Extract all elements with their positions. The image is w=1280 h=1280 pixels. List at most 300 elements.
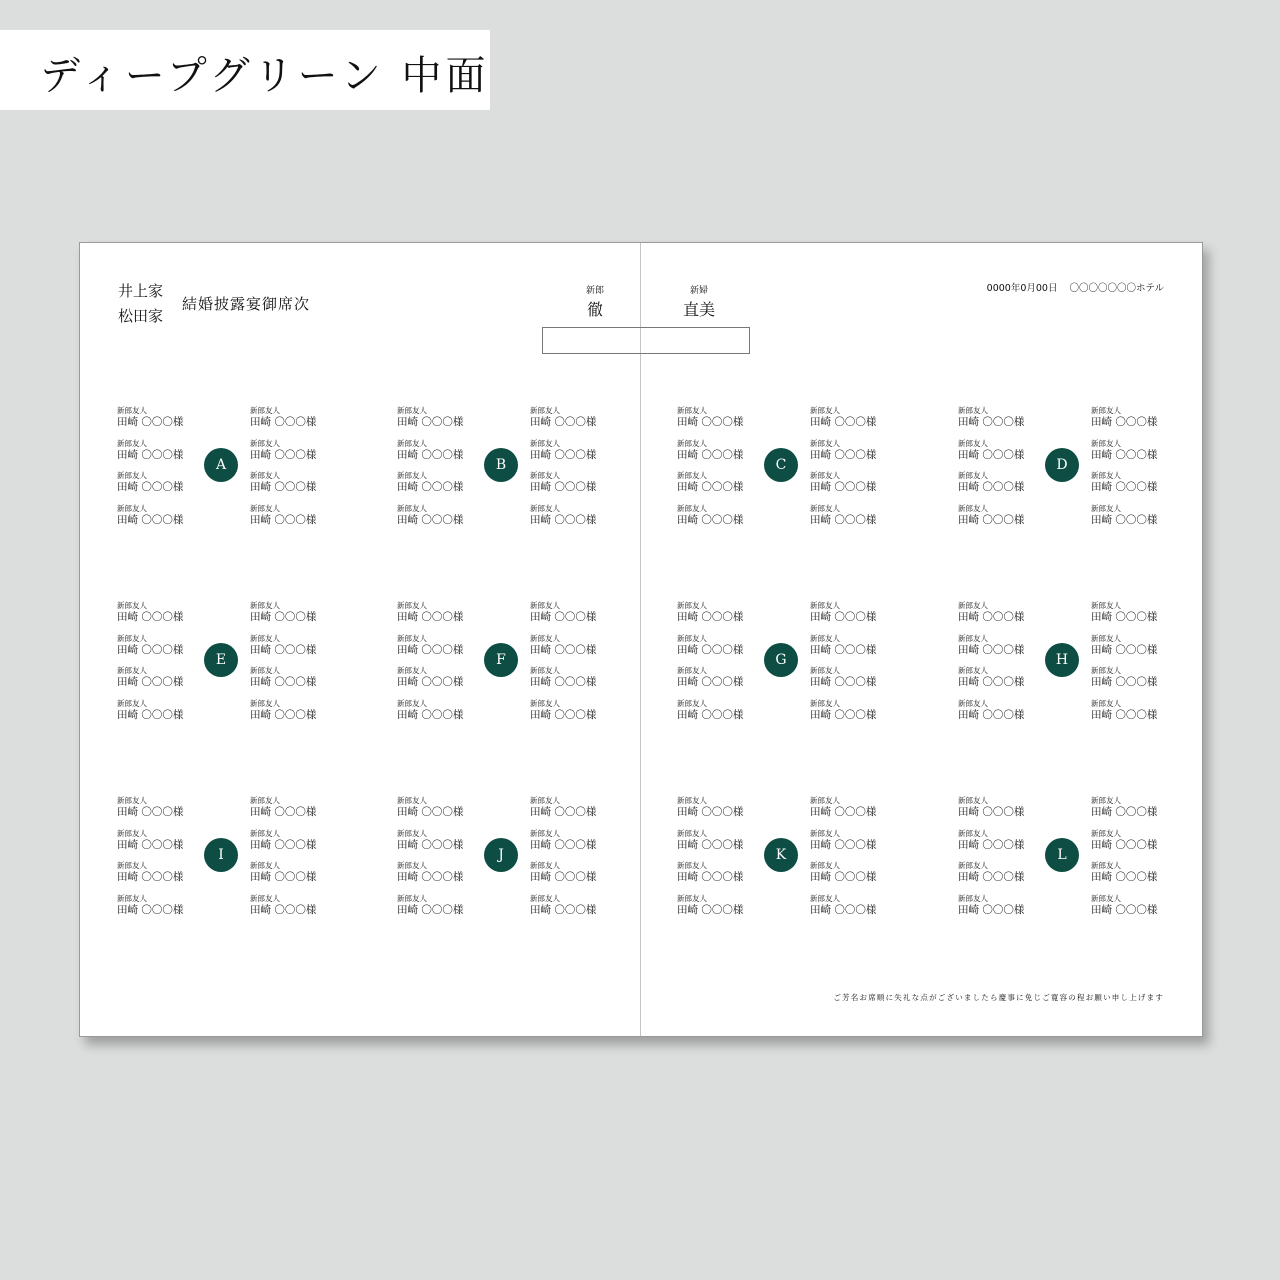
guest-relation: 新郎友人 bbox=[677, 633, 707, 643]
guest-name: 田崎 〇〇〇様 bbox=[530, 481, 597, 494]
guest-name: 田崎 〇〇〇様 bbox=[117, 838, 184, 851]
guest-entry bbox=[958, 894, 1038, 927]
guest-relation: 新郎友人 bbox=[958, 504, 988, 514]
guest-name: 田崎 〇〇〇様 bbox=[250, 871, 317, 884]
guest-column-right bbox=[810, 796, 890, 927]
guest-relation: 新郎友人 bbox=[530, 699, 560, 709]
guest-name: 田崎 〇〇〇様 bbox=[117, 871, 184, 884]
guest-name: 田崎 〇〇〇様 bbox=[530, 838, 597, 851]
guest-column-left bbox=[397, 796, 477, 927]
guest-entry bbox=[397, 666, 477, 699]
guest-relation: 新郎友人 bbox=[810, 633, 840, 643]
guest-relation: 新郎友人 bbox=[810, 601, 840, 610]
guest-entry bbox=[117, 894, 197, 927]
guest-entry bbox=[117, 829, 197, 862]
guest-name: 田崎 〇〇〇様 bbox=[117, 611, 184, 623]
guest-column-right bbox=[1091, 406, 1171, 537]
guest-entry bbox=[250, 471, 330, 504]
guest-name: 田崎 〇〇〇様 bbox=[958, 643, 1025, 656]
guest-column-left bbox=[397, 601, 477, 732]
guest-entry bbox=[958, 796, 1038, 829]
guest-entry bbox=[810, 504, 890, 537]
bride-name: 直美 bbox=[682, 300, 715, 319]
guest-column-left bbox=[117, 406, 197, 537]
guest-name: 田崎 〇〇〇様 bbox=[530, 871, 597, 884]
guest-relation: 新郎友人 bbox=[117, 406, 147, 415]
guest-entry bbox=[958, 601, 1038, 634]
guest-relation: 新郎友人 bbox=[397, 504, 427, 514]
guest-relation: 新郎友人 bbox=[958, 828, 988, 838]
table-marker: G bbox=[764, 643, 798, 677]
guest-entry bbox=[530, 699, 610, 732]
guest-name: 田崎 〇〇〇様 bbox=[397, 643, 464, 656]
guest-relation: 新郎友人 bbox=[1091, 406, 1121, 415]
guest-relation: 新郎友人 bbox=[397, 828, 427, 838]
guest-name: 田崎 〇〇〇様 bbox=[250, 611, 317, 623]
guest-entry bbox=[530, 894, 610, 927]
guest-name: 田崎 〇〇〇様 bbox=[397, 871, 464, 884]
guest-relation: 新郎友人 bbox=[250, 699, 280, 709]
guest-entry bbox=[250, 634, 330, 667]
guest-entry bbox=[677, 439, 757, 472]
guest-name: 田崎 〇〇〇様 bbox=[117, 806, 184, 818]
guest-entry bbox=[530, 601, 610, 634]
guest-name: 田崎 〇〇〇様 bbox=[397, 416, 464, 428]
guest-column-right bbox=[810, 601, 890, 732]
guest-entry bbox=[1091, 699, 1171, 732]
guest-name: 田崎 〇〇〇様 bbox=[677, 416, 744, 428]
groom-name: 徹 bbox=[586, 300, 603, 319]
guest-entry bbox=[250, 861, 330, 894]
table-h bbox=[958, 601, 1172, 723]
guest-name: 田崎 〇〇〇様 bbox=[397, 611, 464, 623]
product-label-band bbox=[0, 30, 490, 110]
guest-relation: 新郎友人 bbox=[810, 438, 840, 448]
guest-relation: 新郎友人 bbox=[117, 828, 147, 838]
event-title: 結婚披露宴御席次 bbox=[182, 295, 311, 313]
event-date: 0000年0月00日 bbox=[986, 283, 1058, 294]
guest-entry bbox=[810, 699, 890, 732]
guest-column-left bbox=[958, 796, 1038, 927]
guest-relation: 新郎友人 bbox=[958, 796, 988, 805]
guest-tables bbox=[80, 243, 1202, 1036]
guest-name: 田崎 〇〇〇様 bbox=[397, 904, 464, 917]
guest-relation: 新郎友人 bbox=[1091, 666, 1121, 676]
guest-relation: 新郎友人 bbox=[117, 438, 147, 448]
guest-relation: 新郎友人 bbox=[250, 471, 280, 481]
bride-role: 新婦 bbox=[689, 286, 708, 296]
guest-relation: 新郎友人 bbox=[530, 471, 560, 481]
guest-name: 田崎 〇〇〇様 bbox=[530, 709, 597, 722]
table-marker: J bbox=[484, 838, 518, 872]
guest-name: 田崎 〇〇〇様 bbox=[810, 448, 877, 461]
guest-entry bbox=[250, 829, 330, 862]
guest-entry bbox=[117, 666, 197, 699]
guest-name: 田崎 〇〇〇様 bbox=[250, 448, 317, 461]
guest-relation: 新郎友人 bbox=[1091, 796, 1121, 805]
guest-relation: 新郎友人 bbox=[250, 861, 280, 871]
guest-name: 田崎 〇〇〇様 bbox=[117, 676, 184, 689]
guest-entry bbox=[397, 439, 477, 472]
guest-entry bbox=[250, 666, 330, 699]
guest-entry bbox=[530, 634, 610, 667]
guest-relation: 新郎友人 bbox=[530, 438, 560, 448]
guest-name: 田崎 〇〇〇様 bbox=[1091, 871, 1158, 884]
guest-relation: 新郎友人 bbox=[958, 406, 988, 415]
guest-relation: 新郎友人 bbox=[958, 699, 988, 709]
family-name-bride: 松田家 bbox=[118, 307, 164, 325]
guest-relation: 新郎友人 bbox=[958, 601, 988, 610]
guest-entry bbox=[117, 471, 197, 504]
guest-entry bbox=[958, 666, 1038, 699]
guest-name: 田崎 〇〇〇様 bbox=[677, 514, 744, 527]
guest-entry bbox=[397, 829, 477, 862]
guest-entry bbox=[810, 601, 890, 634]
guest-name: 田崎 〇〇〇様 bbox=[530, 448, 597, 461]
guest-name: 田崎 〇〇〇様 bbox=[958, 806, 1025, 818]
guest-relation: 新郎友人 bbox=[530, 796, 560, 805]
guest-relation: 新郎友人 bbox=[810, 699, 840, 709]
guest-entry bbox=[958, 471, 1038, 504]
guest-relation: 新郎友人 bbox=[810, 666, 840, 676]
guest-relation: 新郎友人 bbox=[397, 633, 427, 643]
guest-relation: 新郎友人 bbox=[117, 504, 147, 514]
guest-relation: 新郎友人 bbox=[1091, 699, 1121, 709]
guest-name: 田崎 〇〇〇様 bbox=[250, 416, 317, 428]
guest-relation: 新郎友人 bbox=[1091, 633, 1121, 643]
guest-name: 田崎 〇〇〇様 bbox=[1091, 416, 1158, 428]
guest-name: 田崎 〇〇〇様 bbox=[530, 643, 597, 656]
guest-name: 田崎 〇〇〇様 bbox=[1091, 709, 1158, 722]
guest-name: 田崎 〇〇〇様 bbox=[810, 709, 877, 722]
guest-name: 田崎 〇〇〇様 bbox=[530, 416, 597, 428]
guest-column-right bbox=[1091, 601, 1171, 732]
guest-name: 田崎 〇〇〇様 bbox=[530, 611, 597, 623]
guest-entry bbox=[397, 699, 477, 732]
guest-name: 田崎 〇〇〇様 bbox=[810, 643, 877, 656]
guest-entry bbox=[397, 504, 477, 537]
guest-entry bbox=[530, 504, 610, 537]
guest-entry bbox=[677, 796, 757, 829]
guest-entry bbox=[250, 439, 330, 472]
guest-entry bbox=[1091, 796, 1171, 829]
guest-relation: 新郎友人 bbox=[250, 633, 280, 643]
guest-relation: 新郎友人 bbox=[677, 406, 707, 415]
guest-name: 田崎 〇〇〇様 bbox=[1091, 514, 1158, 527]
guest-name: 田崎 〇〇〇様 bbox=[117, 904, 184, 917]
guest-entry bbox=[530, 829, 610, 862]
guest-name: 田崎 〇〇〇様 bbox=[1091, 481, 1158, 494]
guest-entry bbox=[677, 699, 757, 732]
guest-entry bbox=[397, 471, 477, 504]
guest-entry bbox=[530, 439, 610, 472]
guest-relation: 新郎友人 bbox=[958, 633, 988, 643]
guest-name: 田崎 〇〇〇様 bbox=[250, 676, 317, 689]
guest-entry bbox=[117, 861, 197, 894]
table-marker: L bbox=[1045, 838, 1079, 872]
guest-column-right bbox=[810, 406, 890, 537]
guest-entry bbox=[1091, 829, 1171, 862]
guest-name: 田崎 〇〇〇様 bbox=[677, 871, 744, 884]
guest-name: 田崎 〇〇〇様 bbox=[958, 611, 1025, 623]
guest-relation: 新郎友人 bbox=[397, 438, 427, 448]
guest-relation: 新郎友人 bbox=[117, 471, 147, 481]
guest-name: 田崎 〇〇〇様 bbox=[958, 904, 1025, 917]
guest-relation: 新郎友人 bbox=[530, 633, 560, 643]
guest-column-left bbox=[677, 601, 757, 732]
guest-relation: 新郎友人 bbox=[677, 828, 707, 838]
product-label: ディープグリーン 中面 bbox=[40, 53, 490, 99]
guest-entry bbox=[810, 439, 890, 472]
guest-name: 田崎 〇〇〇様 bbox=[397, 709, 464, 722]
guest-entry bbox=[1091, 471, 1171, 504]
guest-entry bbox=[810, 829, 890, 862]
guest-column-right bbox=[250, 601, 330, 732]
guest-relation: 新郎友人 bbox=[677, 504, 707, 514]
guest-name: 田崎 〇〇〇様 bbox=[1091, 838, 1158, 851]
guest-relation: 新郎友人 bbox=[397, 699, 427, 709]
guest-column-left bbox=[117, 601, 197, 732]
footer-note: ご芳名お席順に失礼な点がございましたら慶事に免じご寛容の程お願い申し上げます bbox=[833, 993, 1164, 1002]
guest-name: 田崎 〇〇〇様 bbox=[250, 904, 317, 917]
guest-relation: 新郎友人 bbox=[117, 894, 147, 904]
guest-relation: 新郎友人 bbox=[117, 666, 147, 676]
guest-name: 田崎 〇〇〇様 bbox=[250, 514, 317, 527]
guest-entry bbox=[1091, 894, 1171, 927]
table-c bbox=[677, 406, 891, 528]
guest-column-left bbox=[677, 796, 757, 927]
guest-relation: 新郎友人 bbox=[530, 601, 560, 610]
guest-relation: 新郎友人 bbox=[250, 796, 280, 805]
table-i bbox=[117, 796, 331, 918]
guest-column-right bbox=[250, 796, 330, 927]
guest-name: 田崎 〇〇〇様 bbox=[810, 676, 877, 689]
guest-entry bbox=[117, 504, 197, 537]
table-a bbox=[117, 406, 331, 528]
guest-name: 田崎 〇〇〇様 bbox=[530, 806, 597, 818]
guest-relation: 新郎友人 bbox=[397, 894, 427, 904]
guest-relation: 新郎友人 bbox=[397, 471, 427, 481]
guest-relation: 新郎友人 bbox=[117, 633, 147, 643]
guest-relation: 新郎友人 bbox=[250, 666, 280, 676]
guest-name: 田崎 〇〇〇様 bbox=[677, 806, 744, 818]
guest-relation: 新郎友人 bbox=[397, 666, 427, 676]
guest-entry bbox=[530, 471, 610, 504]
table-marker: H bbox=[1045, 643, 1079, 677]
guest-entry bbox=[958, 439, 1038, 472]
guest-column-left bbox=[958, 601, 1038, 732]
guest-relation: 新郎友人 bbox=[117, 601, 147, 610]
table-k bbox=[677, 796, 891, 918]
guest-entry bbox=[397, 861, 477, 894]
guest-relation: 新郎友人 bbox=[958, 471, 988, 481]
guest-name: 田崎 〇〇〇様 bbox=[250, 806, 317, 818]
guest-entry bbox=[250, 406, 330, 439]
guest-relation: 新郎友人 bbox=[677, 796, 707, 805]
guest-relation: 新郎友人 bbox=[530, 894, 560, 904]
guest-relation: 新郎友人 bbox=[117, 699, 147, 709]
guest-name: 田崎 〇〇〇様 bbox=[810, 904, 877, 917]
guest-relation: 新郎友人 bbox=[250, 504, 280, 514]
guest-entry bbox=[677, 861, 757, 894]
guest-entry bbox=[958, 634, 1038, 667]
guest-entry bbox=[1091, 861, 1171, 894]
guest-name: 田崎 〇〇〇様 bbox=[117, 416, 184, 428]
guest-entry bbox=[397, 634, 477, 667]
table-marker: B bbox=[484, 448, 518, 482]
guest-relation: 新郎友人 bbox=[1091, 471, 1121, 481]
seating-chart-sheet bbox=[79, 242, 1203, 1037]
guest-entry bbox=[117, 601, 197, 634]
guest-column-left bbox=[397, 406, 477, 537]
guest-entry bbox=[250, 894, 330, 927]
guest-relation: 新郎友人 bbox=[810, 828, 840, 838]
guest-entry bbox=[397, 796, 477, 829]
guest-name: 田崎 〇〇〇様 bbox=[677, 481, 744, 494]
guest-name: 田崎 〇〇〇様 bbox=[958, 416, 1025, 428]
guest-entry bbox=[530, 666, 610, 699]
guest-name: 田崎 〇〇〇様 bbox=[397, 838, 464, 851]
guest-entry bbox=[958, 504, 1038, 537]
guest-relation: 新郎友人 bbox=[677, 601, 707, 610]
guest-name: 田崎 〇〇〇様 bbox=[117, 514, 184, 527]
guest-entry bbox=[397, 601, 477, 634]
table-g bbox=[677, 601, 891, 723]
guest-relation: 新郎友人 bbox=[677, 861, 707, 871]
guest-relation: 新郎友人 bbox=[958, 861, 988, 871]
guest-entry bbox=[530, 796, 610, 829]
guest-relation: 新郎友人 bbox=[397, 406, 427, 415]
guest-entry bbox=[117, 406, 197, 439]
guest-name: 田崎 〇〇〇様 bbox=[397, 806, 464, 818]
guest-name: 田崎 〇〇〇様 bbox=[810, 871, 877, 884]
guest-relation: 新郎友人 bbox=[1091, 438, 1121, 448]
guest-name: 田崎 〇〇〇様 bbox=[677, 676, 744, 689]
table-marker: K bbox=[764, 838, 798, 872]
guest-name: 田崎 〇〇〇様 bbox=[397, 481, 464, 494]
guest-column-right bbox=[1091, 796, 1171, 927]
guest-entry bbox=[958, 699, 1038, 732]
table-l bbox=[958, 796, 1172, 918]
table-b bbox=[397, 406, 611, 528]
guest-column-right bbox=[530, 796, 610, 927]
guest-entry bbox=[1091, 406, 1171, 439]
table-marker: E bbox=[204, 643, 238, 677]
guest-entry bbox=[117, 699, 197, 732]
guest-name: 田崎 〇〇〇様 bbox=[958, 709, 1025, 722]
table-marker: C bbox=[764, 448, 798, 482]
guest-name: 田崎 〇〇〇様 bbox=[117, 481, 184, 494]
guest-entry bbox=[677, 894, 757, 927]
guest-name: 田崎 〇〇〇様 bbox=[810, 481, 877, 494]
guest-name: 田崎 〇〇〇様 bbox=[958, 514, 1025, 527]
guest-entry bbox=[1091, 666, 1171, 699]
guest-name: 田崎 〇〇〇様 bbox=[677, 904, 744, 917]
guest-name: 田崎 〇〇〇様 bbox=[677, 838, 744, 851]
guest-entry bbox=[530, 406, 610, 439]
guest-relation: 新郎友人 bbox=[250, 828, 280, 838]
guest-relation: 新郎友人 bbox=[810, 861, 840, 871]
guest-name: 田崎 〇〇〇様 bbox=[958, 481, 1025, 494]
guest-relation: 新郎友人 bbox=[958, 438, 988, 448]
guest-entry bbox=[677, 634, 757, 667]
guest-column-left bbox=[958, 406, 1038, 537]
guest-entry bbox=[677, 471, 757, 504]
guest-relation: 新郎友人 bbox=[530, 666, 560, 676]
guest-entry bbox=[117, 439, 197, 472]
guest-relation: 新郎友人 bbox=[810, 406, 840, 415]
guest-entry bbox=[677, 406, 757, 439]
guest-relation: 新郎友人 bbox=[250, 406, 280, 415]
guest-relation: 新郎友人 bbox=[117, 861, 147, 871]
guest-relation: 新郎友人 bbox=[250, 438, 280, 448]
guest-entry bbox=[677, 666, 757, 699]
guest-name: 田崎 〇〇〇様 bbox=[1091, 904, 1158, 917]
groom-role: 新郎 bbox=[585, 286, 604, 296]
guest-entry bbox=[1091, 601, 1171, 634]
guest-column-right bbox=[530, 601, 610, 732]
guest-relation: 新郎友人 bbox=[117, 796, 147, 805]
guest-relation: 新郎友人 bbox=[1091, 861, 1121, 871]
guest-name: 田崎 〇〇〇様 bbox=[677, 611, 744, 623]
guest-entry bbox=[397, 406, 477, 439]
guest-name: 田崎 〇〇〇様 bbox=[117, 709, 184, 722]
guest-name: 田崎 〇〇〇様 bbox=[810, 806, 877, 818]
guest-relation: 新郎友人 bbox=[397, 601, 427, 610]
guest-relation: 新郎友人 bbox=[1091, 894, 1121, 904]
guest-entry bbox=[958, 829, 1038, 862]
guest-entry bbox=[810, 406, 890, 439]
guest-relation: 新郎友人 bbox=[958, 666, 988, 676]
guest-name: 田崎 〇〇〇様 bbox=[958, 871, 1025, 884]
guest-relation: 新郎友人 bbox=[530, 504, 560, 514]
guest-entry bbox=[250, 504, 330, 537]
guest-relation: 新郎友人 bbox=[677, 471, 707, 481]
table-j bbox=[397, 796, 611, 918]
guest-entry bbox=[530, 861, 610, 894]
guest-name: 田崎 〇〇〇様 bbox=[958, 676, 1025, 689]
guest-name: 田崎 〇〇〇様 bbox=[1091, 611, 1158, 623]
guest-relation: 新郎友人 bbox=[810, 796, 840, 805]
guest-entry bbox=[810, 861, 890, 894]
guest-relation: 新郎友人 bbox=[1091, 504, 1121, 514]
guest-column-left bbox=[677, 406, 757, 537]
guest-entry bbox=[677, 504, 757, 537]
guest-relation: 新郎友人 bbox=[958, 894, 988, 904]
guest-entry bbox=[958, 406, 1038, 439]
guest-name: 田崎 〇〇〇様 bbox=[250, 643, 317, 656]
event-venue: 〇〇〇〇〇〇〇ホテル bbox=[1069, 283, 1164, 294]
guest-relation: 新郎友人 bbox=[250, 894, 280, 904]
guest-entry bbox=[810, 634, 890, 667]
guest-entry bbox=[397, 894, 477, 927]
table-d bbox=[958, 406, 1172, 528]
guest-entry bbox=[250, 796, 330, 829]
guest-name: 田崎 〇〇〇様 bbox=[530, 514, 597, 527]
guest-name: 田崎 〇〇〇様 bbox=[250, 838, 317, 851]
guest-entry bbox=[117, 796, 197, 829]
guest-name: 田崎 〇〇〇様 bbox=[810, 514, 877, 527]
guest-name: 田崎 〇〇〇様 bbox=[677, 709, 744, 722]
guest-relation: 新郎友人 bbox=[1091, 601, 1121, 610]
guest-entry bbox=[1091, 634, 1171, 667]
guest-name: 田崎 〇〇〇様 bbox=[810, 416, 877, 428]
guest-relation: 新郎友人 bbox=[810, 894, 840, 904]
table-marker: F bbox=[484, 643, 518, 677]
family-name-groom: 井上家 bbox=[118, 282, 164, 300]
guest-column-left bbox=[117, 796, 197, 927]
guest-entry bbox=[810, 471, 890, 504]
